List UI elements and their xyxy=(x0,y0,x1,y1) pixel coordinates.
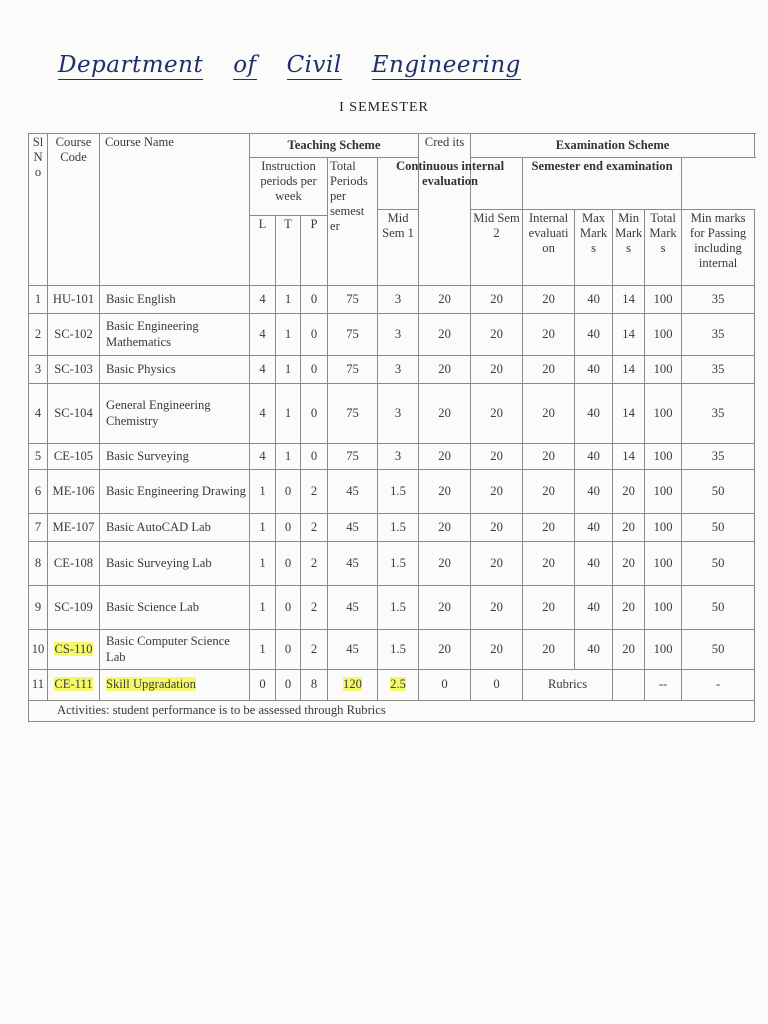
cell-credits: 1.5 xyxy=(378,630,419,670)
title-word: Civil xyxy=(286,52,342,78)
cell-max: 40 xyxy=(575,630,613,670)
highlighted-credits: 2.5 xyxy=(390,677,406,692)
header-course-code: Course Code xyxy=(48,134,100,286)
cell-code xyxy=(48,670,100,701)
cell-total-periods: 75 xyxy=(328,314,378,356)
cell-credits: 3 xyxy=(378,314,419,356)
cell-P: 0 xyxy=(301,444,328,470)
header-P: P xyxy=(301,216,328,286)
table-row xyxy=(29,514,755,542)
cell-sl: 5 xyxy=(29,444,48,470)
cell-total-periods xyxy=(328,670,378,701)
cell-total-periods: 75 xyxy=(328,444,378,470)
cell-total-marks: -- xyxy=(645,670,682,701)
header-max-marks: Max Mark s xyxy=(575,210,613,286)
cell-mid1: 20 xyxy=(419,314,471,356)
cell-max: 40 xyxy=(575,514,613,542)
header-course-name: Course Name xyxy=(100,134,250,286)
cell-sl: 3 xyxy=(29,356,48,384)
cell-name: Basic Computer Science Lab xyxy=(100,630,250,670)
cell-P: 2 xyxy=(301,586,328,630)
cell-mid2: 20 xyxy=(471,542,523,586)
cell-total-periods: 45 xyxy=(328,542,378,586)
cell-mid1: 20 xyxy=(419,356,471,384)
cell-passing: - xyxy=(682,670,755,701)
cell-name: Basic Engineering Mathematics xyxy=(100,314,250,356)
cell-P: 8 xyxy=(301,670,328,701)
cell-sl: 1 xyxy=(29,286,48,314)
cell-P: 0 xyxy=(301,356,328,384)
cell-passing: 50 xyxy=(682,586,755,630)
cell-sl: 9 xyxy=(29,586,48,630)
table-row xyxy=(29,384,755,444)
cell-mid2: 20 xyxy=(471,286,523,314)
cell-P: 2 xyxy=(301,542,328,586)
cell-L: 1 xyxy=(250,470,276,514)
cell-mid2: 20 xyxy=(471,514,523,542)
header-credits: Cred its xyxy=(419,134,471,286)
cell-name: Basic Engineering Drawing xyxy=(100,470,250,514)
header-T: T xyxy=(276,216,301,286)
cell-mid2: 20 xyxy=(471,630,523,670)
cell-total-marks: 100 xyxy=(645,542,682,586)
cell-total-periods: 75 xyxy=(328,384,378,444)
cell-mid1: 0 xyxy=(419,670,471,701)
cell-total-marks: 100 xyxy=(645,444,682,470)
cell-min: 14 xyxy=(613,384,645,444)
cell-min: 20 xyxy=(613,470,645,514)
cell-name xyxy=(100,670,250,701)
cell-mid1: 20 xyxy=(419,384,471,444)
cell-passing: 50 xyxy=(682,514,755,542)
title-word: Engineering xyxy=(371,52,521,78)
highlighted-code: CE-111 xyxy=(54,677,93,692)
table-row xyxy=(29,586,755,630)
header-min-passing: Min marks for Passing including internal xyxy=(682,210,755,286)
cell-L: 4 xyxy=(250,286,276,314)
cell-name: Basic Surveying xyxy=(100,444,250,470)
cell-credits: 3 xyxy=(378,286,419,314)
cell-credits: 1.5 xyxy=(378,470,419,514)
cell-total-marks: 100 xyxy=(645,514,682,542)
cell-max: 40 xyxy=(575,356,613,384)
cell-L: 1 xyxy=(250,630,276,670)
cell-T: 0 xyxy=(276,586,301,630)
cell-rubrics: Rubrics xyxy=(523,670,613,701)
cell-T: 0 xyxy=(276,670,301,701)
cell-passing: 50 xyxy=(682,542,755,586)
cell-internal: 20 xyxy=(523,514,575,542)
cell-max: 40 xyxy=(575,444,613,470)
cell-min: 14 xyxy=(613,286,645,314)
cell-min: 20 xyxy=(613,514,645,542)
cell-internal: 20 xyxy=(523,470,575,514)
cell-name: Basic English xyxy=(100,286,250,314)
table-row xyxy=(29,356,755,384)
cell-L: 4 xyxy=(250,444,276,470)
cell-name: Basic Surveying Lab xyxy=(100,542,250,586)
cell-credits: 1.5 xyxy=(378,586,419,630)
cell-total-marks: 100 xyxy=(645,586,682,630)
cell-P: 0 xyxy=(301,286,328,314)
cell-T: 1 xyxy=(276,384,301,444)
table-row xyxy=(29,470,755,514)
cell-mid1: 20 xyxy=(419,630,471,670)
cell-total-periods: 75 xyxy=(328,286,378,314)
cell-name: Basic AutoCAD Lab xyxy=(100,514,250,542)
cell-total-periods: 45 xyxy=(328,514,378,542)
header-mid-sem-2: Mid Sem 2 xyxy=(471,210,523,286)
cell-code: SC-109 xyxy=(48,586,100,630)
header-internal-evaluation: Internal evaluati on xyxy=(523,210,575,286)
cell-internal: 20 xyxy=(523,356,575,384)
cell-internal: 20 xyxy=(523,630,575,670)
cell-T: 1 xyxy=(276,286,301,314)
header-sl-no: Sl N o xyxy=(29,134,48,286)
cell-T: 1 xyxy=(276,314,301,356)
header-total-periods: Total Periods per semest er xyxy=(328,158,378,286)
cell-T: 1 xyxy=(276,356,301,384)
cell-mid2: 0 xyxy=(471,670,523,701)
cell-sl: 7 xyxy=(29,514,48,542)
cell-T: 1 xyxy=(276,444,301,470)
title-word: of xyxy=(233,52,257,78)
cell-code: SC-104 xyxy=(48,384,100,444)
cell-min: 14 xyxy=(613,444,645,470)
cell-min: 14 xyxy=(613,314,645,356)
header-examination-scheme: Examination Scheme xyxy=(471,134,755,158)
page-title xyxy=(58,52,551,80)
cell-internal: 20 xyxy=(523,444,575,470)
cell-name: Basic Physics xyxy=(100,356,250,384)
cell-L: 0 xyxy=(250,670,276,701)
curriculum-table xyxy=(28,133,755,722)
cell-L: 4 xyxy=(250,356,276,384)
cell-credits: 3 xyxy=(378,356,419,384)
cell-min: 14 xyxy=(613,356,645,384)
cell-L: 4 xyxy=(250,314,276,356)
cell-total-marks: 100 xyxy=(645,314,682,356)
cell-name: General Engineering Chemistry xyxy=(100,384,250,444)
cell-internal: 20 xyxy=(523,286,575,314)
cell-min: 20 xyxy=(613,542,645,586)
cell-P: 2 xyxy=(301,470,328,514)
cell-code: CE-108 xyxy=(48,542,100,586)
header-semester-end: Semester end examination xyxy=(523,158,682,210)
cell-mid1: 20 xyxy=(419,514,471,542)
cell-internal: 20 xyxy=(523,586,575,630)
cell-name: Basic Science Lab xyxy=(100,586,250,630)
cell-total-marks: 100 xyxy=(645,356,682,384)
cell-min: 20 xyxy=(613,586,645,630)
cell-total-periods: 45 xyxy=(328,630,378,670)
table-row xyxy=(29,286,755,314)
cell-P: 2 xyxy=(301,630,328,670)
cell-P: 2 xyxy=(301,514,328,542)
cell-L: 4 xyxy=(250,384,276,444)
cell-mid1: 20 xyxy=(419,542,471,586)
cell-code: ME-107 xyxy=(48,514,100,542)
cell-total-marks: 100 xyxy=(645,384,682,444)
cell-T: 0 xyxy=(276,630,301,670)
cell-sl: 8 xyxy=(29,542,48,586)
header-instruction-periods: Instruction periods per week xyxy=(250,158,328,216)
cell-total-periods: 75 xyxy=(328,356,378,384)
cell-total-marks: 100 xyxy=(645,286,682,314)
cell-max: 40 xyxy=(575,314,613,356)
table-row xyxy=(29,444,755,470)
course-rows xyxy=(29,286,755,670)
table-row xyxy=(29,670,755,701)
cell-passing: 35 xyxy=(682,314,755,356)
cell-min: 20 xyxy=(613,630,645,670)
header-continuous-internal: Continuous internal evaluation xyxy=(378,158,523,210)
cell-L: 1 xyxy=(250,586,276,630)
cell-passing: 35 xyxy=(682,356,755,384)
cell-credits: 3 xyxy=(378,444,419,470)
cell-max: 40 xyxy=(575,384,613,444)
cell-T: 0 xyxy=(276,542,301,586)
activities-row xyxy=(29,701,755,722)
cell-mid1: 20 xyxy=(419,586,471,630)
cell-code: SC-102 xyxy=(48,314,100,356)
cell-T: 0 xyxy=(276,514,301,542)
cell-max: 40 xyxy=(575,542,613,586)
cell-P: 0 xyxy=(301,384,328,444)
cell-internal: 20 xyxy=(523,314,575,356)
cell-max: 40 xyxy=(575,586,613,630)
highlighted-name: Skill Upgradation xyxy=(106,677,196,692)
cell-mid2: 20 xyxy=(471,384,523,444)
header-mid-sem-1: Mid Sem 1 xyxy=(378,210,419,286)
semester-heading: I SEMESTER xyxy=(339,100,429,115)
cell-sl: 2 xyxy=(29,314,48,356)
cell-mid2: 20 xyxy=(471,444,523,470)
cell-L: 1 xyxy=(250,542,276,586)
cell-sl: 11 xyxy=(29,670,48,701)
table-row xyxy=(29,630,755,670)
cell-P: 0 xyxy=(301,314,328,356)
highlighted-total: 120 xyxy=(343,677,362,692)
cell-mid1: 20 xyxy=(419,444,471,470)
header-total-marks: Total Mark s xyxy=(645,210,682,286)
table-row xyxy=(29,542,755,586)
cell-code: ME-106 xyxy=(48,470,100,514)
activities-note: Activities: student performance is to be assessed through Rubrics xyxy=(29,701,755,722)
header-L: L xyxy=(250,216,276,286)
cell-passing: 35 xyxy=(682,286,755,314)
cell-internal: 20 xyxy=(523,384,575,444)
cell-credits: 1.5 xyxy=(378,514,419,542)
cell-mid1: 20 xyxy=(419,286,471,314)
cell-code xyxy=(48,630,100,670)
cell-mid2: 20 xyxy=(471,356,523,384)
cell-min xyxy=(613,670,645,701)
cell-code: HU-101 xyxy=(48,286,100,314)
cell-max: 40 xyxy=(575,286,613,314)
header-min-marks: Min Mark s xyxy=(613,210,645,286)
cell-T: 0 xyxy=(276,470,301,514)
cell-passing: 50 xyxy=(682,470,755,514)
cell-total-periods: 45 xyxy=(328,470,378,514)
cell-max: 40 xyxy=(575,470,613,514)
cell-credits: 1.5 xyxy=(378,542,419,586)
cell-total-marks: 100 xyxy=(645,470,682,514)
cell-passing: 35 xyxy=(682,384,755,444)
cell-code: SC-103 xyxy=(48,356,100,384)
cell-mid2: 20 xyxy=(471,470,523,514)
cell-total-marks: 100 xyxy=(645,630,682,670)
header-teaching-scheme: Teaching Scheme xyxy=(250,134,419,158)
cell-credits: 3 xyxy=(378,384,419,444)
cell-credits xyxy=(378,670,419,701)
cell-sl: 6 xyxy=(29,470,48,514)
cell-passing: 35 xyxy=(682,444,755,470)
cell-mid2: 20 xyxy=(471,314,523,356)
cell-total-periods: 45 xyxy=(328,586,378,630)
cell-passing: 50 xyxy=(682,630,755,670)
title-word: Department xyxy=(58,52,204,78)
cell-mid2: 20 xyxy=(471,586,523,630)
highlighted-code: CS-110 xyxy=(54,641,93,656)
table-row xyxy=(29,314,755,356)
cell-sl: 4 xyxy=(29,384,48,444)
cell-mid1: 20 xyxy=(419,470,471,514)
cell-code: CE-105 xyxy=(48,444,100,470)
cell-internal: 20 xyxy=(523,542,575,586)
cell-sl: 10 xyxy=(29,630,48,670)
cell-L: 1 xyxy=(250,514,276,542)
